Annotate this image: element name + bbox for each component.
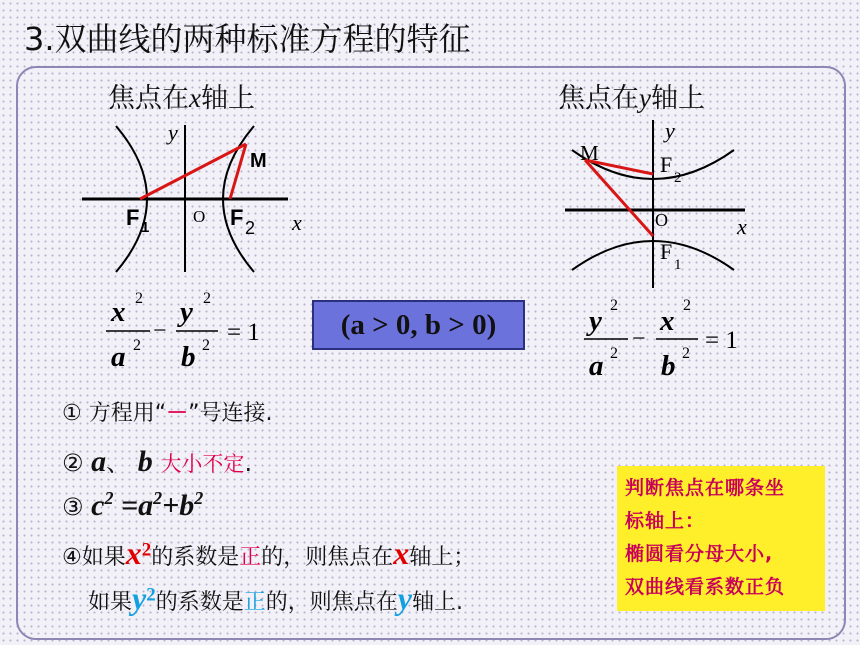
left-x-label: x [292,210,302,235]
item-1-dash: － [166,401,189,426]
item-5-mid2: 的，则焦点在 [265,590,398,615]
item-3-plus: +b [162,489,195,522]
left-heading-post: 轴上 [200,83,255,114]
item-1-pre: ① 方程用“ [62,401,167,426]
left-graph [82,120,302,272]
item-2-b: b [137,445,153,478]
item-5 [88,580,463,617]
item-3-exp1: 2 [104,488,114,508]
left-eq-exp4: 2 [202,337,210,354]
item-4-x: x [125,535,142,571]
right-f2-sub: 2 [674,170,682,186]
item-2-sep: 、 [106,449,131,477]
right-origin-label: O [655,210,668,230]
item-5-mid: 的系数是 [155,590,244,615]
left-m-label: M [250,150,267,172]
left-eq-exp3: 2 [203,290,211,307]
item-4-zheng: 正 [239,545,262,570]
left-eq-exp2: 2 [133,337,141,354]
item-4-pre: ④如果 [62,545,126,570]
left-eq-minus: − [153,318,167,344]
right-f1-label: F [660,239,673,264]
item-4-x2: x [393,535,410,571]
item-4-mid2: 的，则焦点在 [261,545,394,570]
right-m-label: M [580,141,599,165]
right-eq-num2: x [660,305,675,337]
tip-note-box [617,466,825,611]
item-5-zheng: 正 [243,590,266,615]
slide-title: 3.双曲线的两种标准方程的特征 [24,20,471,58]
left-eq-num2: y [180,296,193,328]
item-4-exp: 2 [141,539,152,561]
item-1-post: ”号连接. [188,401,273,426]
left-eq-den1: a [111,341,126,373]
tip-note-line-3: 椭圆看分母大小, [625,543,774,565]
item-3-mid: =a [113,489,154,522]
item-5-y2: y [397,580,412,616]
tip-note-line-1: 判断焦点在哪条坐 [625,477,786,499]
item-2-a: a [91,445,107,478]
item-2-pre: ② [62,449,84,477]
item-5-y: y [132,580,147,616]
left-y-label: y [168,120,178,145]
item-3 [62,488,203,523]
condition-box: (a > 0, b > 0) [312,300,525,350]
left-f1-sub: 1 [141,219,150,236]
right-eq-exp1: 2 [610,297,618,314]
left-eq-den2: b [181,341,196,373]
item-3-exp3: 2 [194,488,204,508]
right-f1-sub: 1 [674,257,682,273]
item-5-end: 轴上. [411,590,463,615]
left-eq-rhs: = 1 [227,319,260,346]
tip-note-line-4: 双曲线看系数正负 [625,576,786,598]
item-4-end: 轴上； [409,545,476,570]
right-graph [565,118,747,288]
right-x-label: x [737,214,747,239]
item-4 [62,535,475,572]
left-f2-label: F [230,205,244,230]
left-eq-exp1: 2 [135,290,143,307]
tip-note-line-2: 标轴上： [625,510,706,532]
right-heading-var: y [639,83,651,113]
left-focal-line-1 [140,144,246,199]
item-1 [62,396,273,427]
item-5-pre: 如果 [88,590,133,615]
right-eq-den1: a [589,350,604,382]
left-origin-label: O [193,207,206,226]
item-2 [62,443,252,479]
right-f2-label: F [660,152,673,177]
left-heading-pre: 焦点在 [108,83,189,114]
item-3-c: c [91,489,105,522]
item-5-exp: 2 [146,584,156,606]
right-eq-den2: b [661,350,676,382]
right-eq-exp3: 2 [683,297,691,314]
left-eq-num1: x [111,296,126,328]
left-f2-sub: 2 [245,218,256,238]
right-eq-exp2: 2 [610,345,618,362]
right-heading-pre: 焦点在 [558,83,639,114]
item-4-mid: 的系数是 [151,545,240,570]
item-2-dot: . [244,449,253,477]
item-3-exp2: 2 [153,488,163,508]
right-eq-num1: y [589,305,602,337]
right-eq-rhs: = 1 [705,327,738,354]
item-2-red-text: 大小不定 [160,452,245,476]
left-heading-var: x [189,83,201,113]
right-y-label: y [665,118,675,143]
right-eq-minus: − [632,326,646,352]
left-f1-label: F [126,205,140,230]
right-eq-exp4: 2 [682,345,690,362]
right-heading-post: 轴上 [650,83,705,114]
right-equation [584,297,738,382]
left-equation [106,290,260,373]
item-3-pre: ③ [62,493,84,521]
